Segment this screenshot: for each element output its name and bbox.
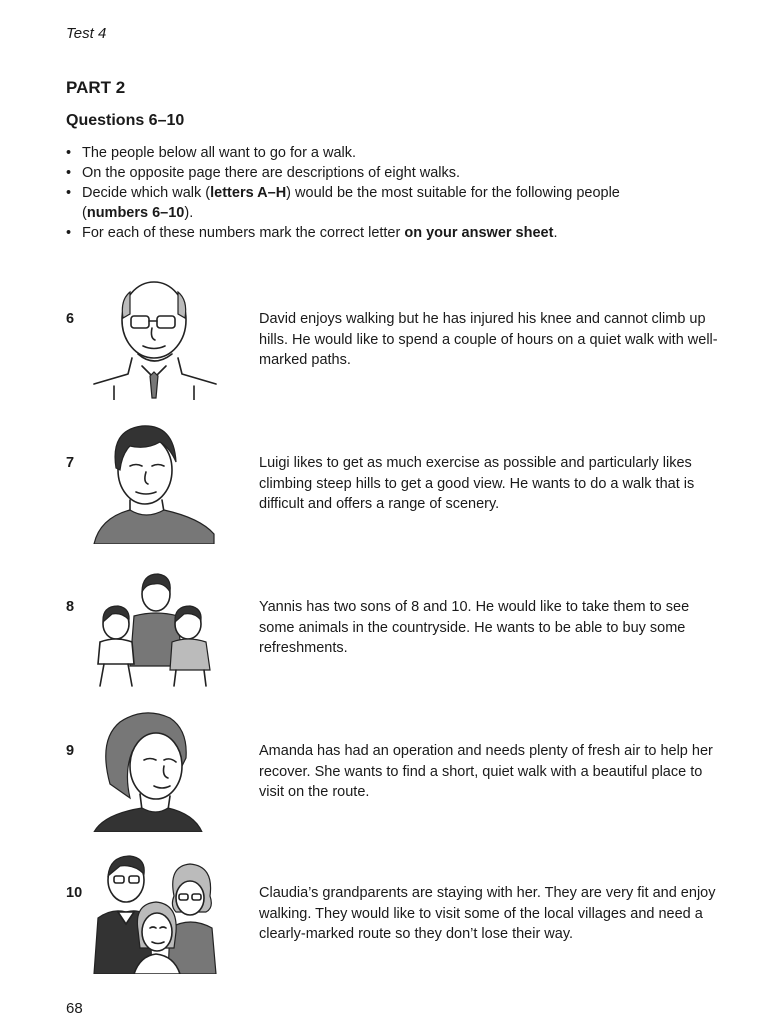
person-item-7: [66, 422, 726, 552]
instruction-text: The people below all want to go for a walk.: [82, 145, 357, 161]
question-number: 7: [66, 455, 75, 471]
instruction-bold: numbers 6–10: [86, 205, 185, 221]
instruction-text: ).: [184, 205, 194, 221]
question-number: 6: [66, 311, 75, 327]
instruction-item: [66, 223, 626, 243]
older-man-with-glasses-icon: [90, 278, 220, 400]
question-number: 9: [66, 743, 75, 759]
page-number: 68: [66, 1000, 83, 1017]
question-number: 10: [66, 885, 83, 901]
person-description: Amanda has had an operation and needs plenty of fresh air to help her recover. She wants to find a short, quiet walk with a beautiful place to visit on the route.: [259, 743, 713, 800]
person-description: Claudia’s grandparents are staying with her. They are very fit and enjoy walking. They would like to visit some of the local villages and need a clearly-marked route so they don’t lose their way.: [259, 885, 716, 942]
test-label: Test 4: [66, 25, 107, 42]
instruction-bold: letters A–H: [210, 185, 287, 201]
person-item-6: [66, 278, 726, 408]
instructions-list: [66, 143, 626, 243]
instruction-text: Decide which walk (: [82, 185, 211, 201]
instruction-text: On the opposite page there are descriptions of eight walks.: [82, 165, 461, 181]
person-item-10: [66, 852, 726, 982]
person-description: David enjoys walking but he has injured his knee and cannot climb up hills. He would like to spend a couple of hours on a quiet walk with well-marked paths.: [259, 311, 718, 368]
instruction-bold: on your answer sheet: [404, 225, 554, 241]
instruction-text: ) would be the most suitable for the following people (: [82, 185, 620, 221]
instruction-item: [66, 143, 626, 163]
instruction-text: For each of these numbers mark the correct letter: [82, 225, 405, 241]
person-item-8: [66, 566, 726, 696]
person-description: Luigi likes to get as much exercise as possible and particularly likes climbing steep hills to get a good view. He wants to do a walk that is difficult and offers a range of scenery.: [259, 455, 695, 512]
young-man-icon: [90, 422, 220, 544]
woman-portrait-icon: [90, 710, 220, 832]
instruction-item: [66, 183, 626, 223]
part-title: PART 2: [66, 78, 126, 97]
person-description: Yannis has two sons of 8 and 10. He would like to take them to see some animals in the countryside. He wants to be able to buy some refreshments.: [259, 599, 690, 656]
father-with-two-sons-icon: [90, 566, 220, 688]
grandparents-and-granddaughter-icon: [90, 852, 220, 974]
questions-title: Questions 6–10: [66, 112, 185, 129]
person-item-9: [66, 710, 726, 840]
instruction-item: [66, 163, 626, 183]
question-number: 8: [66, 599, 75, 615]
instruction-text: .: [553, 225, 558, 241]
